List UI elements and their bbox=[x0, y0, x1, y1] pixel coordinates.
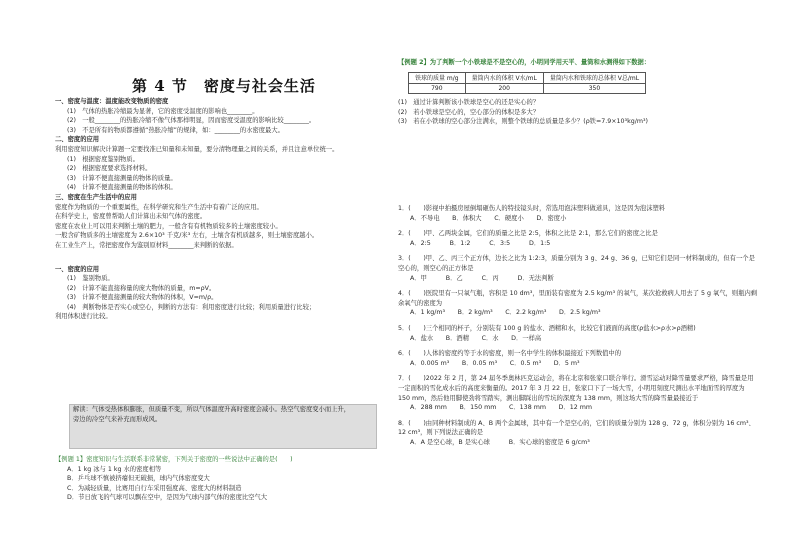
table-row bbox=[409, 83, 646, 94]
exercise-options: A．288 mm B．150 mm C．138 mm D．12 mm bbox=[410, 404, 592, 412]
note-line: 解读：气体受热体积膨胀，但质量不变，所以气体温度升高时密度会减小。热空气密度变小而上升， bbox=[73, 406, 351, 413]
text-line: (2) 计算不能直接称量的庞大物体的质量，m=ρV。 bbox=[67, 284, 216, 292]
note-line: 旁边的冷空气来补充而形成风。 bbox=[73, 415, 162, 423]
text-line: (1) 根据密度鉴别物质。 bbox=[67, 155, 139, 163]
example-2-questions bbox=[398, 98, 758, 127]
question: (3) 若在小铁球的空心部分注满水，则整个铁球的总质量是多少？(ρ铁=7.9×10³kg/m³) bbox=[398, 118, 648, 126]
text-line: 密度作为物质的一个重要属性，在科学研究和生产生活中有着广泛的应用。 bbox=[55, 203, 263, 211]
section-heading: 三、密度在生产生活中的应用 bbox=[55, 193, 137, 201]
exercise-question: 2．( )甲、乙两块金属，它们的质量之比是 2:5，体积之比是 2:1，那么它们的密度之比是 bbox=[398, 230, 658, 238]
exercise-options: A．甲 B．乙 C．丙 D．无法判断 bbox=[410, 274, 554, 282]
text-line: (1) 气体的热胀冷缩最为显著，它的密度受温度的影响也________。 bbox=[67, 107, 259, 115]
exercise-options: A．盐水 B．酒精 C．水 D．一样高 bbox=[410, 334, 542, 342]
question: (2) 若小铁球是空心的，空心部分的体积是多大？ bbox=[398, 108, 540, 116]
text-line: 在工业生产上，常把密度作为鉴别原材料________来判断的依据。 bbox=[55, 241, 238, 249]
text-line: 在科学史上，密度曾帮助人们计算出未知气体的密度。 bbox=[55, 213, 207, 221]
text-line: (3) 计算不便直接测量的较大物体的体积，V=m/ρ。 bbox=[67, 294, 218, 302]
page-title: 第 4 节 密度与社会生活 bbox=[132, 77, 316, 95]
table-header-cell: 铁球的质量 m/g bbox=[409, 73, 466, 84]
data-table bbox=[408, 72, 646, 94]
exercise-question: 6．( )人体的密度约等于水的密度，则一名中学生的体积最接近下列数值中的 bbox=[398, 350, 622, 358]
table-header-cell: 量筒内水和铁球的总体积 V总/mL bbox=[543, 73, 645, 84]
example-1-stem: 【例题 1】密度知识与生活联系非常紧密，下列关于密度的一些说法中正确的是( ) bbox=[55, 456, 293, 463]
exercise-question: 8．( )由同种材料制成的 A、B 两个金属球，其中有一个是空心的，它们的质量分别为 128 g、72 g，体积分别为 16 cm³、12 cm³，则下列说法正确的是 bbox=[398, 419, 755, 437]
exercise-options: A．A 是空心球，B 是实心球 B．实心球的密度是 6 g/cm³ bbox=[410, 438, 590, 446]
table-header-row bbox=[409, 73, 646, 84]
table-cell: 790 bbox=[409, 83, 466, 94]
question: (1) 通过计算判断该小铁球是空心的还是实心的？ bbox=[398, 99, 540, 106]
example-1 bbox=[55, 455, 375, 503]
example-2-text: 【例题 2】为了判断一个小铁球是不是空心的，小明同学用天平、量筒和水测得如下数据： bbox=[398, 59, 651, 66]
exercise-item bbox=[398, 254, 758, 283]
note-box bbox=[69, 404, 377, 449]
exercise-question: 4．( )医院里有一只氧气瓶，容积是 10 dm³，里面装有密度为 2.5 kg/m³ 的氧气，某次抢救病人用去了 5 g 氧气，则瓶内剩余氧气的密度为 bbox=[398, 290, 758, 307]
text-line: 利用体积进行比较。 bbox=[55, 313, 112, 321]
exercise-question: 1．( )影视中拍摄房屋倒塌砸伤人的特技镜头时，常选用泡沫塑料做道具，这是因为泡沫塑料 bbox=[398, 205, 666, 212]
option-line: C．为减轻质量，比赛用自行车采用强度高、密度大的材料制造 bbox=[67, 484, 242, 492]
section-heading: 一、密度的应用 bbox=[55, 265, 100, 273]
text-line: (4) 判断物体是否实心或空心，判断的方法有：利用密度进行比较；利用质量进行比较； bbox=[67, 303, 316, 311]
text-line: (3) 不是所有的物质都遵循“热胀冷缩”的规律，如：________的水密度最大。 bbox=[67, 126, 284, 134]
exercise-item bbox=[398, 374, 758, 412]
table-cell: 200 bbox=[465, 83, 543, 94]
section-heading: 二、密度的应用 bbox=[55, 136, 100, 144]
example-2-title bbox=[398, 58, 758, 68]
option-line: D．节日放飞的气球可以飘在空中，是因为气球内部气体的密度比空气大 bbox=[67, 494, 268, 502]
option-line: A．1 kg 冰与 1 kg 水的密度相等 bbox=[67, 465, 162, 473]
text-line: (3) 计算不便直接测量的物体的质量。 bbox=[67, 174, 177, 182]
right-column bbox=[398, 58, 758, 68]
text-line: (4) 计算不便直接测量的物体的体积。 bbox=[67, 184, 177, 192]
exercise-item bbox=[398, 229, 758, 248]
text-line: (2) 一般________的热胀冷缩不像气体那样明显，因而密度受温度的影响比较________。 bbox=[67, 117, 316, 125]
text-line: 利用密度知识解决计算题一定要找准已知量和未知量，要分清物理量之间的关系，并且注意单位统一。 bbox=[55, 145, 339, 153]
exercise-item bbox=[398, 419, 758, 448]
exercise-item bbox=[398, 204, 758, 223]
exercise-item bbox=[398, 289, 758, 318]
exercise-item bbox=[398, 324, 758, 343]
exercise-options: A．不导电 B．体积大 C．硬度小 D．密度小 bbox=[410, 214, 567, 222]
exercise-question: 3．( )甲、乙、丙三个正方体，边长之比为 1:2:3，质量分别为 3 g、24 g、36 g，已知它们是同一材料制成的，但有一个是空心的，则空心的正方体是 bbox=[398, 255, 755, 272]
table-header-cell: 量筒内水的体积 V水/mL bbox=[465, 73, 543, 84]
exercise-list bbox=[398, 204, 758, 453]
exercise-options: A．2:5 B．1:2 C．3:5 D．1:5 bbox=[410, 239, 551, 247]
exercise-item bbox=[398, 349, 758, 368]
table-cell: 350 bbox=[543, 83, 645, 94]
text-line: (1) 鉴别物质。 bbox=[67, 275, 114, 283]
exercise-question: 5．( )三个相同的杯子，分别装有 100 g 的盐水、酒精和水，比较它们液面的高度(ρ盐水>ρ水>ρ酒精) bbox=[398, 324, 696, 332]
text-line: 一般含矿物质多的土壤密度为 2.6×10³ 千克/米³ 左右，土壤含有机质越多，则土壤密度越小。 bbox=[55, 232, 319, 240]
exercise-question: 7．( )2022 年 2 月，第 24 届冬季奥林匹克运动会，将在北京和张家口联合举行。滑雪运动对降雪量要求严格，降雪量是用一定面积的雪化成水后的高度来衡量的。2017 年 3 月 22 日，张家口下了一场大雪，小明用刻度尺测出水平地面雪的厚度为 150 mm，然后他用脚使劲将雪踏实，测出脚踩出的雪坑的深度为 138 mm，则这场大雪的降雪量最接近于 bbox=[398, 375, 754, 402]
section-heading: 一、密度与温度：温度能改变物质的密度 bbox=[55, 98, 169, 105]
exercise-options: A．0.005 m³ B．0.05 m³ C．0.5 m³ D．5 m³ bbox=[410, 359, 580, 367]
left-column bbox=[55, 97, 375, 322]
exercise-options: A．1 kg/m³ B．2 kg/m³ C．2.2 kg/m³ D．2.5 kg/m³ bbox=[410, 309, 601, 317]
text-line: 密度在农业上可以用来判断土壤的肥力，一般含有有机物质较多的土壤密度较小。 bbox=[55, 222, 282, 230]
text-line: (2) 根据密度要求选择材料。 bbox=[67, 165, 152, 173]
option-line: B．乒乓球不慎被挤瘪但无破损，球内气体密度变大 bbox=[67, 475, 210, 483]
